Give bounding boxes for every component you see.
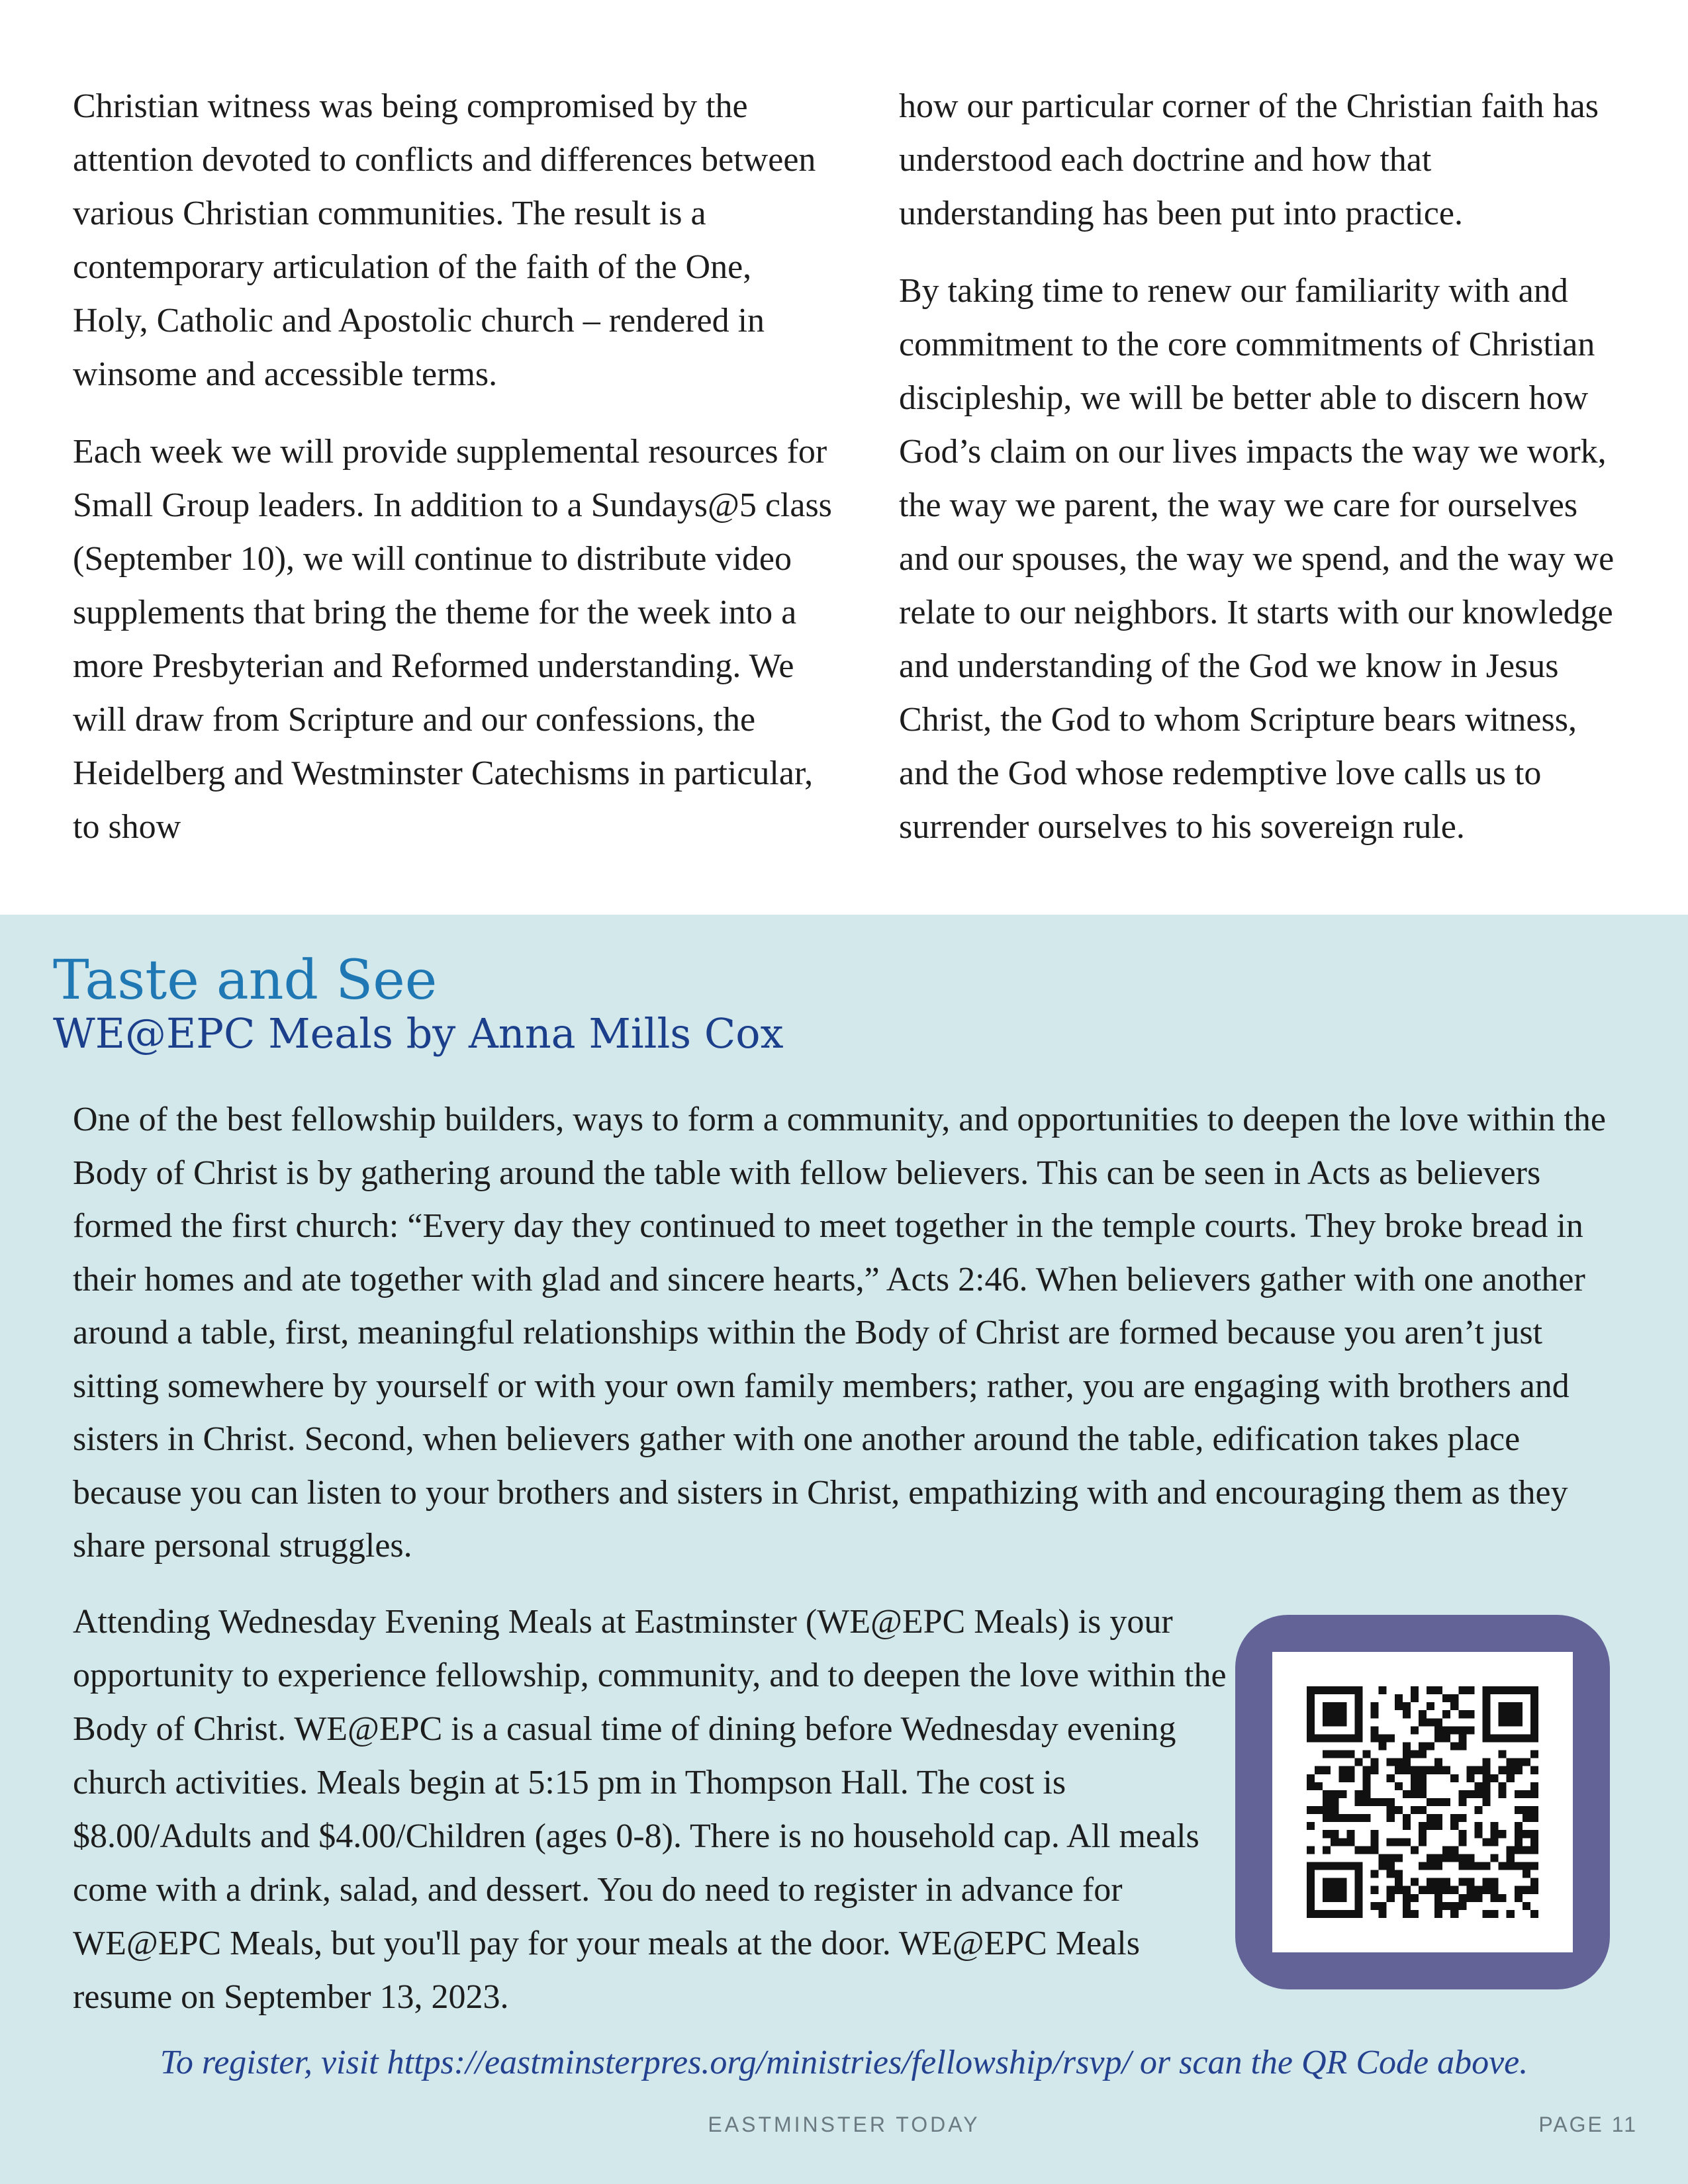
article-continuation (0, 0, 1688, 915)
left-column (73, 79, 834, 878)
section-title: Taste and See (53, 949, 438, 1012)
right-paragraph-1: how our particular corner of the Christian faith has understood each doctrine and how that understanding has been put into practice. (899, 87, 1599, 232)
publication-name: EASTMINSTER TODAY (708, 2113, 980, 2136)
register-instructions: To register, visit https://eastminsterpres.org/ministries/fellowship/rsvp/ or scan the QR Code above. (160, 2044, 1528, 2081)
right-column (899, 79, 1634, 878)
intro-paragraph: One of the best fellowship builders, ways to form a community, and opportunities to deepen the love within the Body of Christ is by gathering around the table with fellow believers. This can be seen in Acts as believers formed the first church: “Every day they continued to meet together in the temple courts. They broke bread in their homes and ate together with glad and sincere hearts,” Acts 2:46. When believers gather with one another around a table, first, meaningful relationships within the Body of Christ are formed because you aren’t just sitting somewhere by yourself or with your own family members; rather, you are engaging with brothers and sisters in Christ. Second, when believers gather with one another around the table, edification takes place because you can listen to your brothers and sisters in Christ, empathizing with and encouraging them as they share personal struggles. (73, 1101, 1606, 1565)
meals-paragraph: Attending Wednesday Evening Meals at Eastminster (WE@EPC Meals) is your opportunity to experience fellowship, community, and to deepen the love within the Body of Christ. WE@EPC is a casual time of dining before Wednesday evening church activities. Meals begin at 5:15 pm in Thompson Hall. The cost is $8.00/Adults and $4.00/Children (ages 0-8). There is no household cap. All meals come with a drink, salad, and dessert. You do need to register in advance for WE@EPC Meals, but you'll pay for your meals at the door. WE@EPC Meals resume on September 13, 2023. (73, 1603, 1227, 2016)
page-number: PAGE 11 (1538, 2113, 1638, 2136)
qr-code-frame (1235, 1615, 1610, 1989)
right-paragraph-2: By taking time to renew our familiarity with and commitment to the core commitments of Christian discipleship, we will be better able to discern how God’s claim on our lives impacts the way we work, the way we parent, the way we care for ourselves and our spouses, the way we spend, and the way we relate to our neighbors. It starts with our knowledge and understanding of the God we know in Jesus Christ, the God to whom Scripture bears witness, and the God whose redemptive love calls us to surrender ourselves to his sovereign rule. (899, 272, 1615, 846)
qr-code-icon[interactable] (1307, 1686, 1538, 1918)
left-paragraph-1: Christian witness was being compromised by the attention devoted to conflicts and differences between various Christian communities. The result is a contemporary articulation of the faith of the One, Holy, Catholic and Apostolic church – rendered in winsome and accessible terms. (73, 87, 816, 393)
section-subtitle: WE@EPC Meals by Anna Mills Cox (53, 1009, 784, 1058)
qr-code-panel (1272, 1652, 1573, 1952)
left-paragraph-2: Each week we will provide supplemental resources for Small Group leaders. In addition to a Sundays@5 class (September 10), we will continue to distribute video supplements that bring the theme for the week into a more Presbyterian and Reformed understanding. We will draw from Scripture and our confessions, the Heidelberg and Westminster Catechisms in particular, to show (73, 433, 832, 846)
taste-and-see-section (0, 915, 1688, 2184)
